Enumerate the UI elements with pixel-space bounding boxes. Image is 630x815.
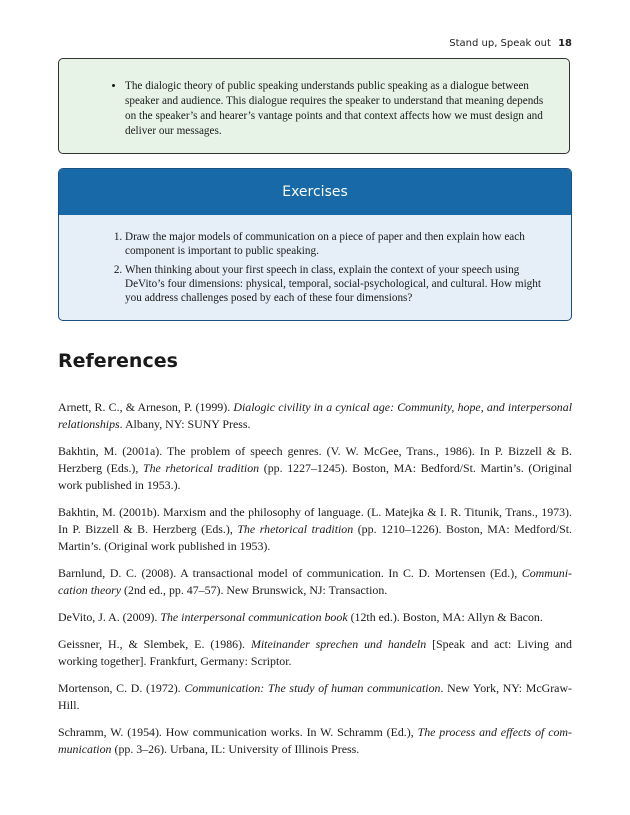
reference-entry: DeVito, J. A. (2009). The interpersonal communication book (12th ed.). Boston, MA: Allyn & Bacon. (58, 610, 543, 624)
references-heading: References (58, 350, 178, 372)
reference-entry: Arnett, R. C., & Arneson, P. (1999). Dialogic civility in a cynical age: Community, hope, and interpersonal relationships. Albany, NY: SUNY Press. (58, 400, 572, 431)
exercise-item: 1. Draw the major models of communication on a piece of paper and then explain how each component is important to public speaking. (125, 230, 555, 258)
summary-list (59, 59, 569, 139)
reference-entry: Bakhtin, M. (2001b). Marxism and the philosophy of language. (L. Matejka & I. R. Titunik, Trans., 1973). In P. Bizzell & B. Herzberg (Eds.), The rhetorical tradition (pp. 1210–1226). Boston, MA: Medford/St. Martin’s. (Original work published in 1953). (58, 505, 572, 553)
reference-entry: Bakhtin, M. (2001a). The problem of speech genres. (V. W. McGee, Trans., 1986). In P. Bizzell & B. Herzberg (Eds.), The rhetorical tradition (pp. 1227–1245). Boston, MA: Bedford/St. Martin’s. (Original work published in 1953.). (58, 444, 572, 492)
exercises-header (59, 169, 571, 215)
exercises-list (59, 215, 571, 305)
exercise-item: 2. When thinking about your first speech in class, explain the context of your speech using DeVito’s four dimensions: physical, temporal, social-psychological, and cultural. How might you address challenges posed by each of these four dimensions? (125, 263, 555, 305)
exercises-box (58, 168, 572, 321)
reference-entry: Schramm, W. (1954). How communication works. In W. Schramm (Ed.), The process and effects of communication (pp. 3–26). Urbana, IL: University of Illinois Press. (58, 725, 572, 756)
summary-bullet: • The dialogic theory of public speaking understands public speaking as a dialogue between speaker and audience. This dialogue requires the speaker to understand that meaning depends on the speaker’s and hearer’s vantage points and that context affects how we must design and deliver our messages. (125, 79, 555, 139)
summary-box (58, 58, 570, 154)
exercises-title: Exercises (282, 184, 348, 200)
reference-entry: Geissner, H., & Slembek, E. (1986). Miteinander sprechen und handeln [Speak and act: Living and working together]. Frankfurt, Germany: Scriptor. (58, 637, 572, 668)
running-head (449, 38, 572, 49)
references-list (58, 399, 572, 768)
running-head-title: Stand up, Speak out (449, 38, 551, 49)
reference-entry: Mortenson, C. D. (1972). Communication: The study of human communication. New York, NY: McGraw-Hill. (58, 681, 573, 712)
reference-entry: Barnlund, D. C. (2008). A transactional model of communication. In C. D. Mortensen (Ed.), Communication theory (2nd ed., pp. 47–57). New Brunswick, NJ: Transaction. (58, 566, 572, 597)
page-number: 18 (558, 38, 572, 49)
